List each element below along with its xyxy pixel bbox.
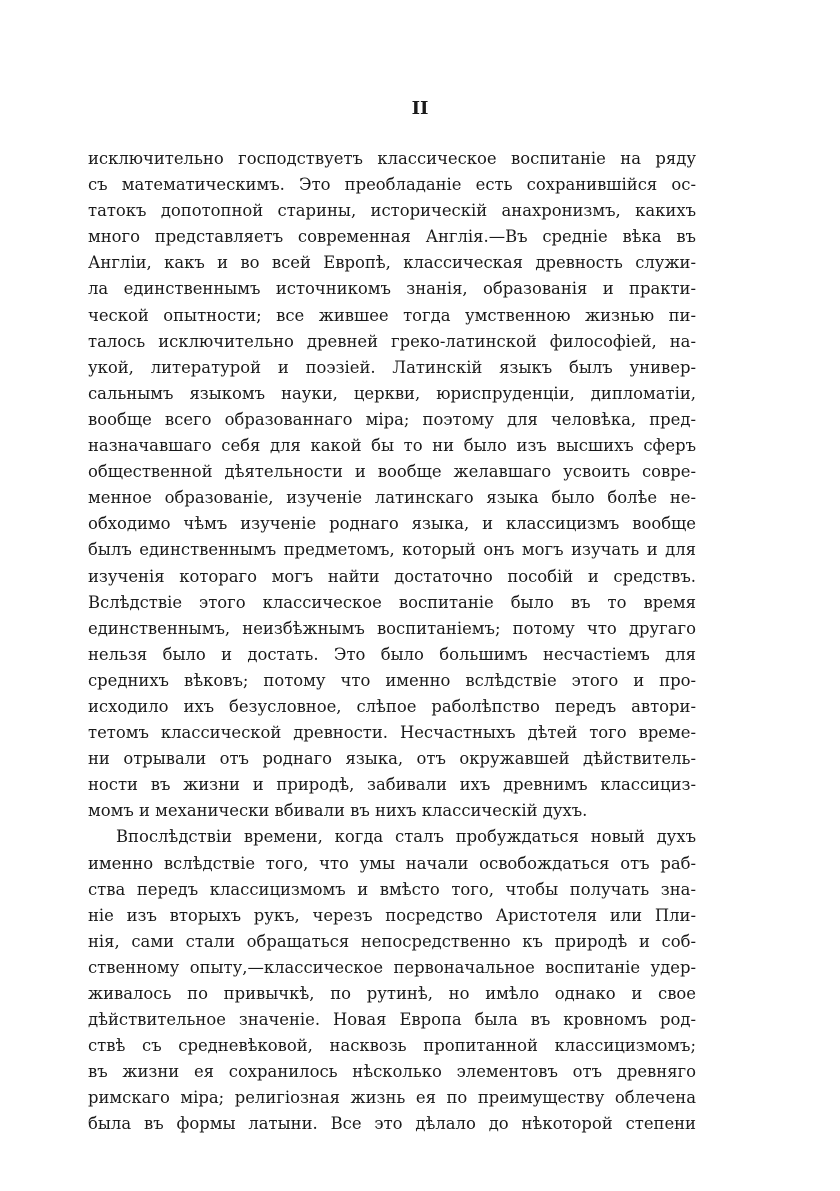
body-text (88, 146, 696, 1138)
text-line: момъ и механически вбивали въ нихъ классическій духъ. (88, 801, 588, 821)
text-line: была въ формы латыни. Все это дѣлало до нѣкоторой степени (88, 1114, 696, 1134)
text-line: изученія котораго могъ найти достаточно пособій и средствъ. (88, 566, 696, 586)
text-line: обходимо чѣмъ изученіе роднаго языка, и классицизмъ вообще (88, 514, 696, 534)
text-line: тетомъ классической древности. Несчастныхъ дѣтей того време- (88, 723, 696, 743)
text-line: исходило ихъ безусловное, слѣпое раболѣпство передъ автори- (88, 696, 696, 716)
text-line: Впослѣдствіи времени, когда сталъ пробуждаться новый духъ (116, 827, 696, 847)
text-line: исключительно господствуетъ классическое воспитаніе на ряду (88, 149, 696, 168)
text-line: укой, литературой и поэзіей. Латинскій языкъ былъ универ- (88, 357, 696, 377)
text-line: именно вслѣдствіе того, что умы начали освобождаться отъ раб- (88, 853, 696, 873)
text-line: сальнымъ языкомъ науки, церкви, юриспруденціи, дипломатіи, (88, 383, 696, 403)
text-line: римскаго міра; религіозная жизнь ея по преимуществу облечена (88, 1088, 696, 1108)
text-line: живалось по привычкѣ, по рутинѣ, но имѣло однако и свое (88, 984, 696, 1003)
text-line: былъ единственнымъ предметомъ, который онъ могъ изучать и для (88, 540, 696, 560)
paragraph (88, 824, 696, 1137)
text-line: нія, сами стали обращаться непосредственно къ природѣ и соб- (88, 931, 696, 951)
text-line: ни отрывали отъ роднаго языка, отъ окружавшей дѣйствитель- (88, 749, 696, 769)
text-line: дѣйствительное значеніе. Новая Европа была въ кровномъ род- (88, 1010, 696, 1030)
text-line: ствѣ съ средневѣковой, насквозь пропитанной классицизмомъ; (88, 1036, 696, 1056)
text-line: ства передъ классицизмомъ и вмѣсто того, чтобы получать зна- (88, 879, 696, 899)
text-line: талось исключительно древней греко-латинской философіей, на- (88, 331, 696, 351)
text-line: единственнымъ, неизбѣжнымъ воспитаніемъ; потому что другаго (88, 618, 696, 638)
text-line: Вслѣдствіе этого классическое воспитаніе было въ то время (88, 592, 696, 612)
text-line: вообще всего образованнаго міра; поэтому для человѣка, пред- (88, 409, 696, 429)
text-line: въ жизни ея сохранилось нѣсколько элементовъ отъ древняго (88, 1062, 696, 1082)
text-line: татокъ допотопной старины, историческій анахронизмъ, какихъ (88, 201, 696, 221)
paragraph (88, 146, 696, 824)
text-line: ла единственнымъ источникомъ знанія, образованія и практи- (88, 279, 696, 299)
text-line: ности въ жизни и природѣ, забивали ихъ древнимъ классициз- (88, 775, 696, 795)
text-line: менное образованіе, изученіе латинскаго языка было болѣе не- (88, 488, 696, 508)
page-number: II (411, 98, 429, 119)
text-line: среднихъ вѣковъ; потому что именно вслѣдствіе этого и про- (88, 670, 696, 690)
text-line: назначавшаго себя для какой бы то ни было изъ высшихъ сферъ (88, 436, 696, 456)
text-line: съ математическимъ. Это преобладаніе есть сохранившійся ос- (88, 175, 696, 195)
text-line: нельзя было и достать. Это было большимъ несчастіемъ для (88, 644, 696, 664)
text-line: Англіи, какъ и во всей Европѣ, классическая древность служи- (88, 253, 696, 273)
text-line: ніе изъ вторыхъ рукъ, черезъ посредство Аристотеля или Пли- (88, 905, 696, 925)
text-line: ческой опытности; все жившее тогда умственною жизнью пи- (88, 305, 696, 325)
text-line: много представляетъ современная Англія.—Въ средніе вѣка въ (88, 227, 696, 247)
text-line: общественной дѣятельности и вообще желавшаго усвоить совре- (88, 462, 696, 482)
text-line: ственному опыту,—классическое первоначальное воспитаніе удер- (88, 957, 696, 977)
